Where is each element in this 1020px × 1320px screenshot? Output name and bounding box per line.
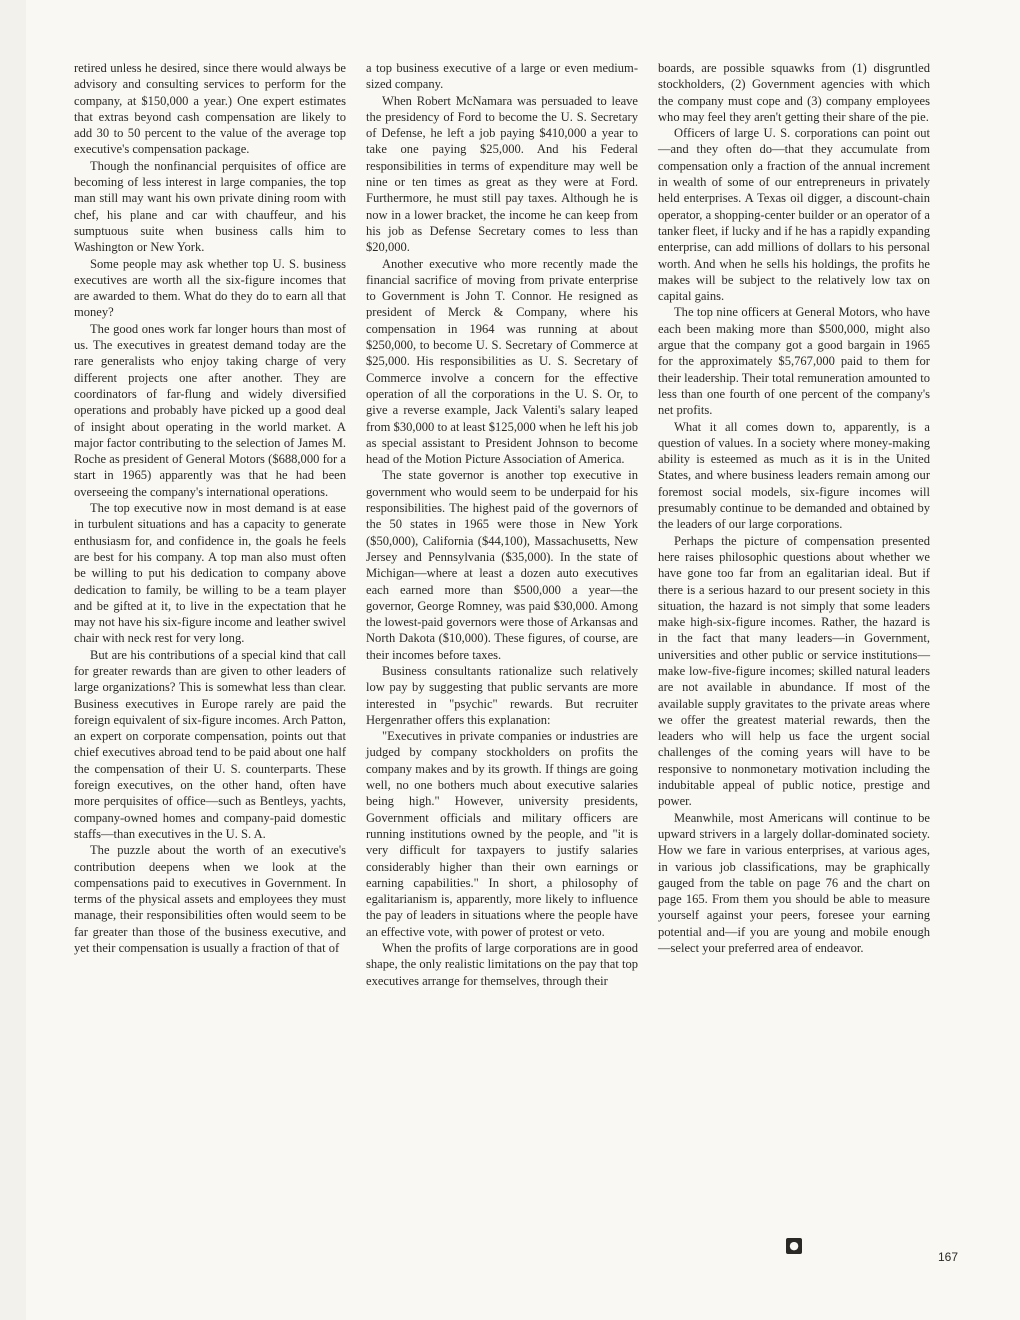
paragraph: When the profits of large corporations are in good shape, the only realistic limitations on the pay that top executives arrange for themselves, through their [366, 941, 638, 988]
paragraph: What it all comes down to, apparently, is a question of values. In a society where money-making ability is esteemed as much as it is in the United States, and where business leaders remain among our foremost social models, six-figure incomes will presumably continue to be demanded and obtained by the leaders of our large corporations. [658, 419, 930, 532]
paragraph: The top nine officers at General Motors, who have each been making more than $500,000, might also argue that the company got a good bargain in 1965 for the approximately $5,767,000 paid to them for their leadership. Their total remuneration amounted to less than one fourth of one percent of the company's net profits. [658, 305, 930, 418]
paragraph: Perhaps the picture of compensation presented here raises philosophic questions about whether we have gone too far from an egalitarian ideal. But if there is a serious hazard to our present society in this situation, the hazard is not simply that some leaders make high-six-figure incomes. Rather, the hazard is in the fact that many leaders—in Government, universities and other public or service institutions—make low-five-figure incomes; skilled natural leaders are not available in abundance. If most of the available supply gravitates to the private areas where we offer the greatest material rewards, then the leaders who will help us face the urgent social challenges of the coming years will have to be responsive to nonmonetary motivation including the indubitable appeal of public notice, prestige and power. [658, 533, 930, 809]
text-column-1 [74, 60, 346, 956]
paragraph: The good ones work far longer hours than most of us. The executives in greatest demand today are the rare generalists who enjoy taking charge of very different projects one after another. They are coordinators of far-flung and widely diversified operations and probably have picked up a good deal of insight about operating in the world market. A major factor contributing to the selection of James M. Roche as president of General Motors ($688,000 for a start in 1965) apparently was that he had been overseeing the company's international operations. [74, 321, 346, 499]
paragraph: Though the nonfinancial perquisites of office are becoming of less interest in large companies, the top man still may want his own private dining room with chef, his plane and car with chauffeur, and his sumptuous suite when business calls him to Washington or New York. [74, 158, 346, 255]
page-number: 167 [938, 1250, 959, 1264]
paragraph: a top business executive of a large or even medium-sized company. [366, 61, 638, 92]
paragraph: Officers of large U. S. corporations can point out—and they often do—that they accumulate from compensation only a fraction of the annual increment in wealth of some of our entrepreneurs in privately held enterprises. A Texas oil digger, a discount-chain operator, a shopping-center builder or an operator of a tanker fleet, if lucky and if he has a rapidly expanding enterprise, can add millions of dollars to his personal worth. And when he sells his holdings, the profits he makes will be subject to the relatively low tax on capital gains. [658, 126, 930, 304]
paragraph: boards, are possible squawks from (1) disgruntled stockholders, (2) Government agencies with which the company must cope and (3) company employees who may feel they aren't getting their share of the pie. [658, 61, 930, 124]
text-column-2 [366, 60, 638, 989]
paragraph: Another executive who more recently made the financial sacrifice of moving from private enterprise to Government is John T. Connor. He resigned as president of Merck & Company, where his compensation in 1964 was running at about $250,000, to become U. S. Secretary of Commerce at $25,000. His responsibilities as U. S. Secretary of Commerce involve a concern for the effective operation of all the corporations in the U. S. Or, to give a reverse example, Jack Valenti's salary leaped from $30,000 to at least $125,000 when he left his job as special assistant to President Johnson to become head of the Motion Picture Association of America. [366, 256, 638, 467]
paragraph: When Robert McNamara was persuaded to leave the presidency of Ford to become the U. S. Secretary of Defense, he left a job paying $410,000 a year to take one paying $25,000. And his Federal responsibilities in terms of expenditure may well be nine or ten times as great as they were at Ford. Furthermore, he must still pay taxes. Although he is now in a lower bracket, the income he can keep from his job as Defense Secretary comes to less than $20,000. [366, 93, 638, 255]
paragraph: But are his contributions of a special kind that call for greater rewards than are given to other leaders of large organizations? This is somewhat less than clear. Business executives in Europe rarely are paid the foreign equivalent of six-figure incomes. Arch Patton, an expert on corporate compensation, points out that chief executives abroad tend to be paid about one half the compensation of their U. S. counterparts. These foreign executives, on the other hand, often have more perquisites of office—such as Bentleys, yachts, company-owned homes and company-paid domestic staffs—than executives in the U. S. A. [74, 647, 346, 841]
text-column-3 [658, 60, 930, 956]
paragraph: Some people may ask whether top U. S. business executives are worth all the six-figure incomes that are awarded to them. What do they do to earn all that money? [74, 256, 346, 320]
paragraph: The top executive now in most demand is at ease in turbulent situations and has a capacity to generate enthusiasm for, and confidence in, the goals he feels are best for his company. A top man also must often be willing to put his dedication to company above dedication to family, be willing to be a team player and be gifted at it, to live in the expectation that he may not have his six-figure income and leather swivel chair with neck rest for very long. [74, 501, 346, 646]
rabbit-head-icon: ● [786, 1238, 802, 1254]
paragraph: Meanwhile, most Americans will continue to be upward strivers in a largely dollar-dominated society. How we fare in various enterprises, at various ages, in various job classifications, may be graphically gauged from the table on page 76 and the chart on page 165. From them you should be able to measure yourself against your peers, foresee your earning potential and—if you are young and mobile enough—select your preferred area of endeavor. [658, 810, 930, 956]
paragraph: retired unless he desired, since there would always be advisory and consulting services to perform for the company, at $150,000 a year.) One expert estimates that extras beyond cash compensation are likely to add 30 to 50 percent to the value of the average top executive's compensation package. [74, 61, 346, 157]
paragraph: The state governor is another top executive in government who would seem to be underpaid for his responsibilities. The highest paid of the governors of the 50 states in 1965 were those in New York ($50,000), California ($44,100), Massachusetts, New Jersey and Pennsylvania ($35,000). In the state of Michigan—where at least a dozen auto executives each earned more than $500,000 a year—the governor, George Romney, was paid $30,000. Among the lowest-paid governors were those of Arkansas and North Dakota ($10,000). These figures, of course, are their incomes before taxes. [366, 468, 638, 662]
paragraph: The puzzle about the worth of an executive's contribution deepens when we look at the compensations paid to executives in Government. In terms of the physical assets and employees they must manage, their responsibilities often would seem to be far greater than those of the business executive, and yet their compensation is usually a fraction of that of [74, 843, 346, 956]
paragraph: "Executives in private companies or industries are judged by company stockholders on profits the company makes and by its growth. If things are going well, no one bothers much about executive salaries being high." However, university presidents, Government officials and military officers are running institutions owned by the people, and "it is very difficult for taxpayers to justify salaries considerably higher than their own earnings or earning capabilities." In short, a philosophy of egalitarianism is, apparently, more likely to influence the pay of leaders in situations where the people have an effective vote, with power of protest or veto. [366, 729, 638, 939]
paragraph: Business consultants rationalize such relatively low pay by suggesting that public servants are more interested in "psychic" rewards. But recruiter Hergenrather offers this explanation: [366, 663, 638, 727]
